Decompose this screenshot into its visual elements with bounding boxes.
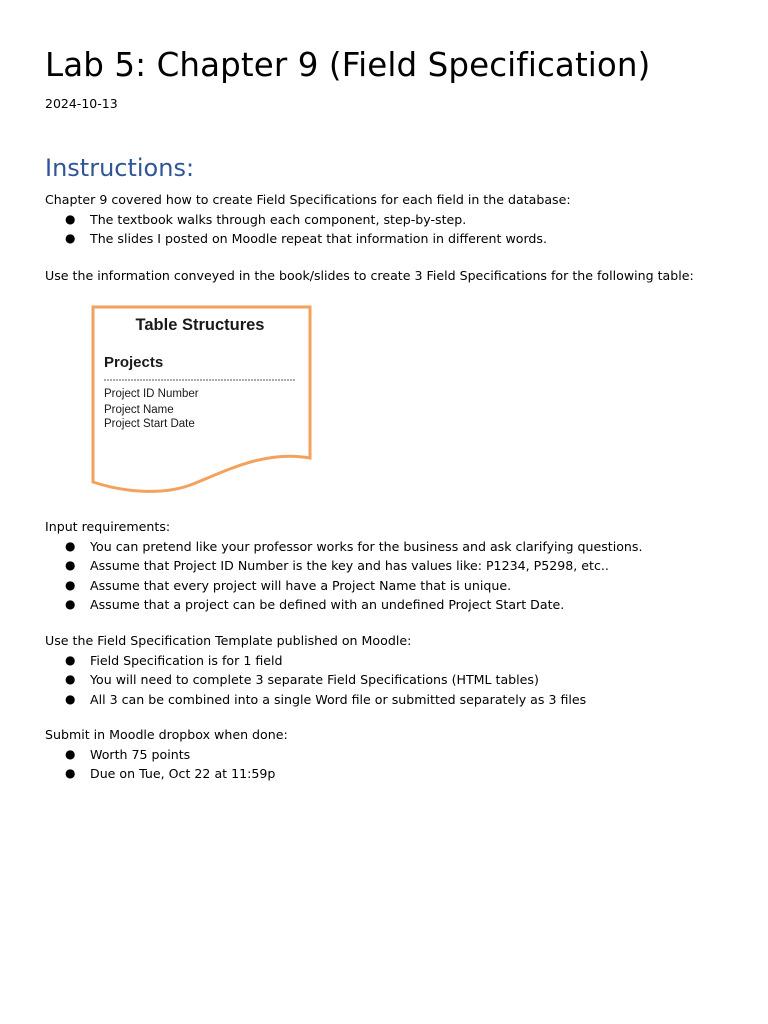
- template-label: Use the Field Specification Template published on Moodle:: [45, 633, 412, 648]
- bullet-icon: ●: [65, 211, 76, 226]
- list-item: [45, 745, 288, 765]
- bullet-icon: ●: [65, 558, 76, 572]
- input-requirements-list: [45, 537, 642, 615]
- template-list: [45, 651, 586, 710]
- bullet-icon: ●: [65, 672, 76, 686]
- instructions-heading: Instructions:: [45, 154, 195, 182]
- figure-field-1: Project ID Number: [104, 388, 199, 400]
- list-item-text: Assume that Project ID Number is the key and has values like: P1234, P5298, etc..: [90, 558, 609, 573]
- bullet-icon: ●: [65, 597, 76, 611]
- submit-section: [45, 725, 288, 784]
- list-item-text: The slides I posted on Moodle repeat that information in different words.: [90, 231, 547, 246]
- list-item-text: Assume that every project will have a Project Name that is unique.: [90, 577, 512, 593]
- list-item: [45, 595, 642, 615]
- list-item: [45, 670, 586, 690]
- intro-text: Chapter 9 covered how to create Field Specifications for each field in the database:: [45, 192, 571, 207]
- figure-title: Table Structures: [135, 316, 265, 334]
- list-item-text: The textbook walks through each component, step-by-step.: [90, 211, 467, 227]
- figure-field-2: Project Name: [104, 404, 174, 416]
- bullet-icon: ●: [65, 652, 76, 667]
- list-item: [45, 690, 586, 710]
- bullet-icon: ●: [65, 766, 76, 780]
- use-info-section: [45, 266, 694, 286]
- page-title: Lab 5: Chapter 9 (Field Specification): [45, 46, 651, 84]
- list-item-text: Due on Tue, Oct 22 at 11:59p: [90, 766, 276, 781]
- template-section: [45, 631, 586, 709]
- list-item: [45, 651, 586, 671]
- bullet-icon: ●: [65, 691, 76, 706]
- bullet-icon: ●: [65, 231, 76, 245]
- use-info-text: Use the information conveyed in the book/slides to create 3 Field Specifications for the following table:: [45, 268, 694, 283]
- figure-table-name: Projects: [104, 354, 164, 371]
- document-date: 2024-10-13: [45, 96, 118, 111]
- input-requirements-section: [45, 517, 642, 615]
- list-item: [45, 210, 571, 230]
- submit-list: [45, 745, 288, 784]
- list-item: [45, 576, 642, 596]
- bullet-icon: ●: [65, 538, 76, 553]
- table-structure-figure: [88, 302, 318, 498]
- bullet-icon: ●: [65, 577, 76, 592]
- intro-bullet-list: [45, 210, 571, 249]
- list-item-text: Field Specification is for 1 field: [90, 652, 283, 668]
- list-item: [45, 229, 571, 249]
- list-item-text: You can pretend like your professor works for the business and ask clarifying questions.: [90, 538, 643, 554]
- table-structure-document-icon: [88, 302, 318, 498]
- bullet-icon: ●: [65, 746, 76, 761]
- figure-field-3: Project Start Date: [104, 418, 195, 430]
- submit-label: Submit in Moodle dropbox when done:: [45, 727, 288, 742]
- input-requirements-label: Input requirements:: [45, 519, 171, 534]
- intro-section: [45, 190, 571, 249]
- list-item-text: Worth 75 points: [90, 746, 191, 762]
- list-item-text: Assume that a project can be defined with an undefined Project Start Date.: [90, 597, 565, 612]
- list-item: [45, 556, 642, 576]
- list-item-text: All 3 can be combined into a single Word file or submitted separately as 3 files: [90, 691, 587, 707]
- list-item: [45, 537, 642, 557]
- list-item: [45, 764, 288, 784]
- list-item-text: You will need to complete 3 separate Field Specifications (HTML tables): [90, 672, 539, 687]
